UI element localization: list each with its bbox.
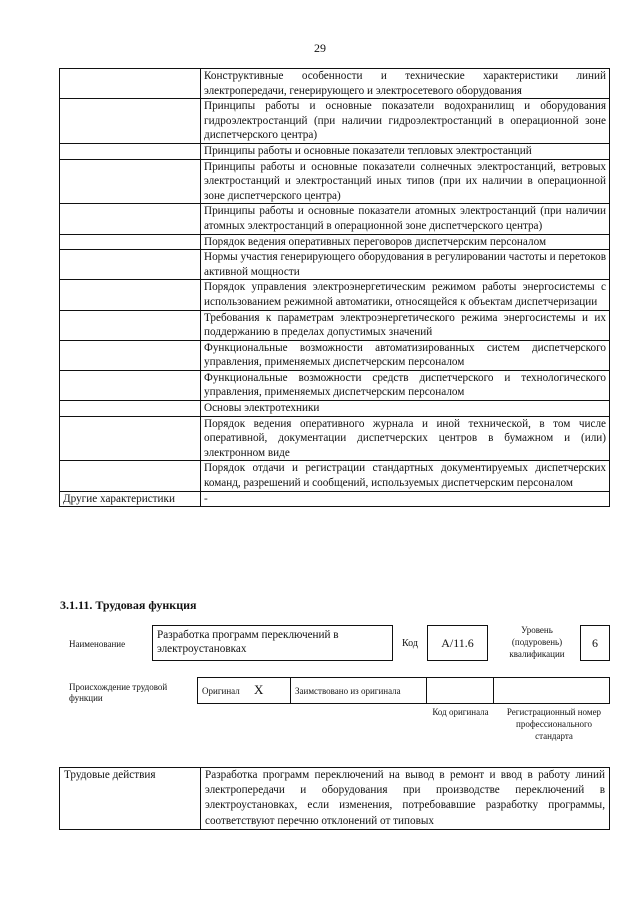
row-label	[60, 280, 201, 310]
origin-original-cell	[198, 678, 291, 704]
table-row	[60, 401, 610, 417]
table-row	[60, 310, 610, 340]
table-row	[60, 250, 610, 280]
row-label	[60, 99, 201, 144]
row-text: Порядок ведения оперативных переговоров диспетчерским персоналом	[201, 234, 610, 250]
section-heading: 3.1.11. Трудовая функция	[60, 598, 197, 612]
row-text: Порядок ведения оперативного журнала и иной технической, в том числе оперативной, документации диспетчерских центров в бумажном и (или) электронном виде	[201, 416, 610, 461]
table-row	[60, 234, 610, 250]
row-label	[60, 340, 201, 370]
row-label	[60, 370, 201, 400]
table-row	[60, 204, 610, 234]
table-row	[60, 280, 610, 310]
table-row	[60, 159, 610, 204]
row-text: Принципы работы и основные показатели водохранилищ и оборудования гидроэлектростанций (при наличии гидроэлектростанций в операционной зоне диспетчерского центра)	[201, 99, 610, 144]
knowledge-table-body	[60, 69, 610, 507]
actions-label: Трудовые действия	[60, 768, 201, 830]
origin-table	[197, 677, 610, 704]
original-label: Оригинал	[202, 686, 240, 696]
row-label	[60, 143, 201, 159]
actions-table	[59, 767, 610, 830]
actions-text: Разработка программ переключений на вывод в ремонт и ввод в работу линий электропередачи и оборудования при производстве переключений в электроустановках, если изменения, потребовавшие разработку программы, соответствуют перечню отклонений от типовых	[201, 768, 610, 830]
qualification-level-field: 6	[580, 625, 610, 661]
table-row	[60, 99, 610, 144]
table-row	[60, 491, 610, 507]
row-label	[60, 461, 201, 491]
reg-number-caption: Регистрационный номер профессионального стандарта	[506, 707, 602, 741]
row-text: -	[201, 491, 610, 507]
code-caption: Код оригинала	[432, 707, 489, 717]
table-row	[60, 461, 610, 491]
table-row	[60, 340, 610, 370]
row-text: Функциональные возможности средств диспетчерского и технологического управления, применяемых диспетчерским персоналом	[201, 370, 610, 400]
function-code-field: A/11.6	[427, 625, 488, 661]
row-label	[60, 310, 201, 340]
origin-reg-number-cell	[494, 678, 610, 704]
row-label	[60, 69, 201, 99]
row-text: Принципы работы и основные показатели тепловых электростанций	[201, 143, 610, 159]
code-label: Код	[402, 638, 418, 649]
row-text: Порядок управления электроэнергетическим режимом работы энергосистемы с использованием режимной автоматики, относящейся к объектам диспетчеризации	[201, 280, 610, 310]
function-name-field: Разработка программ переключений в электроустановках	[152, 625, 393, 661]
row-text: Функциональные возможности автоматизированных систем диспетчерского управления, применяемых диспетчерским персоналом	[201, 340, 610, 370]
borrowed-label: Заимствовано из оригинала	[291, 678, 427, 704]
origin-code-cell	[427, 678, 494, 704]
table-row	[60, 69, 610, 99]
row-label: Другие характеристики	[60, 491, 201, 507]
row-label	[60, 416, 201, 461]
original-mark: X	[253, 682, 264, 697]
origin-label: Происхождение трудовой функции	[69, 682, 168, 703]
row-text: Основы электротехники	[201, 401, 610, 417]
row-label	[60, 250, 201, 280]
row-label	[60, 204, 201, 234]
row-text: Порядок отдачи и регистрации стандартных документируемых диспетчерских команд, разрешений и сообщений, используемых диспетчерским персоналом	[201, 461, 610, 491]
row-label	[60, 234, 201, 250]
table-row	[60, 143, 610, 159]
row-label	[60, 159, 201, 204]
name-label: Наименование	[69, 639, 126, 649]
knowledge-table	[59, 68, 610, 507]
row-text: Требования к параметрам электроэнергетического режима энергосистемы и их поддержанию в пределах допустимых значений	[201, 310, 610, 340]
row-text: Принципы работы и основные показатели атомных электростанций (при наличии атомных электростанций в операционной зоне диспетчерского центра)	[201, 204, 610, 234]
level-label: Уровень (подуровень) квалификации	[509, 625, 565, 659]
row-label	[60, 401, 201, 417]
row-text: Конструктивные особенности и технические характеристики линий электропередачи, генерирующего и электросетевого оборудования	[201, 69, 610, 99]
page-number: 29	[314, 41, 326, 55]
table-row	[60, 370, 610, 400]
row-text: Нормы участия генерирующего оборудования в регулировании частоты и перетоков активной мощности	[201, 250, 610, 280]
row-text: Принципы работы и основные показатели солнечных электростанций, ветровых электростанций и электростанций иных типов (при их наличии в операционной зоне диспетчерского центра)	[201, 159, 610, 204]
table-row	[60, 416, 610, 461]
